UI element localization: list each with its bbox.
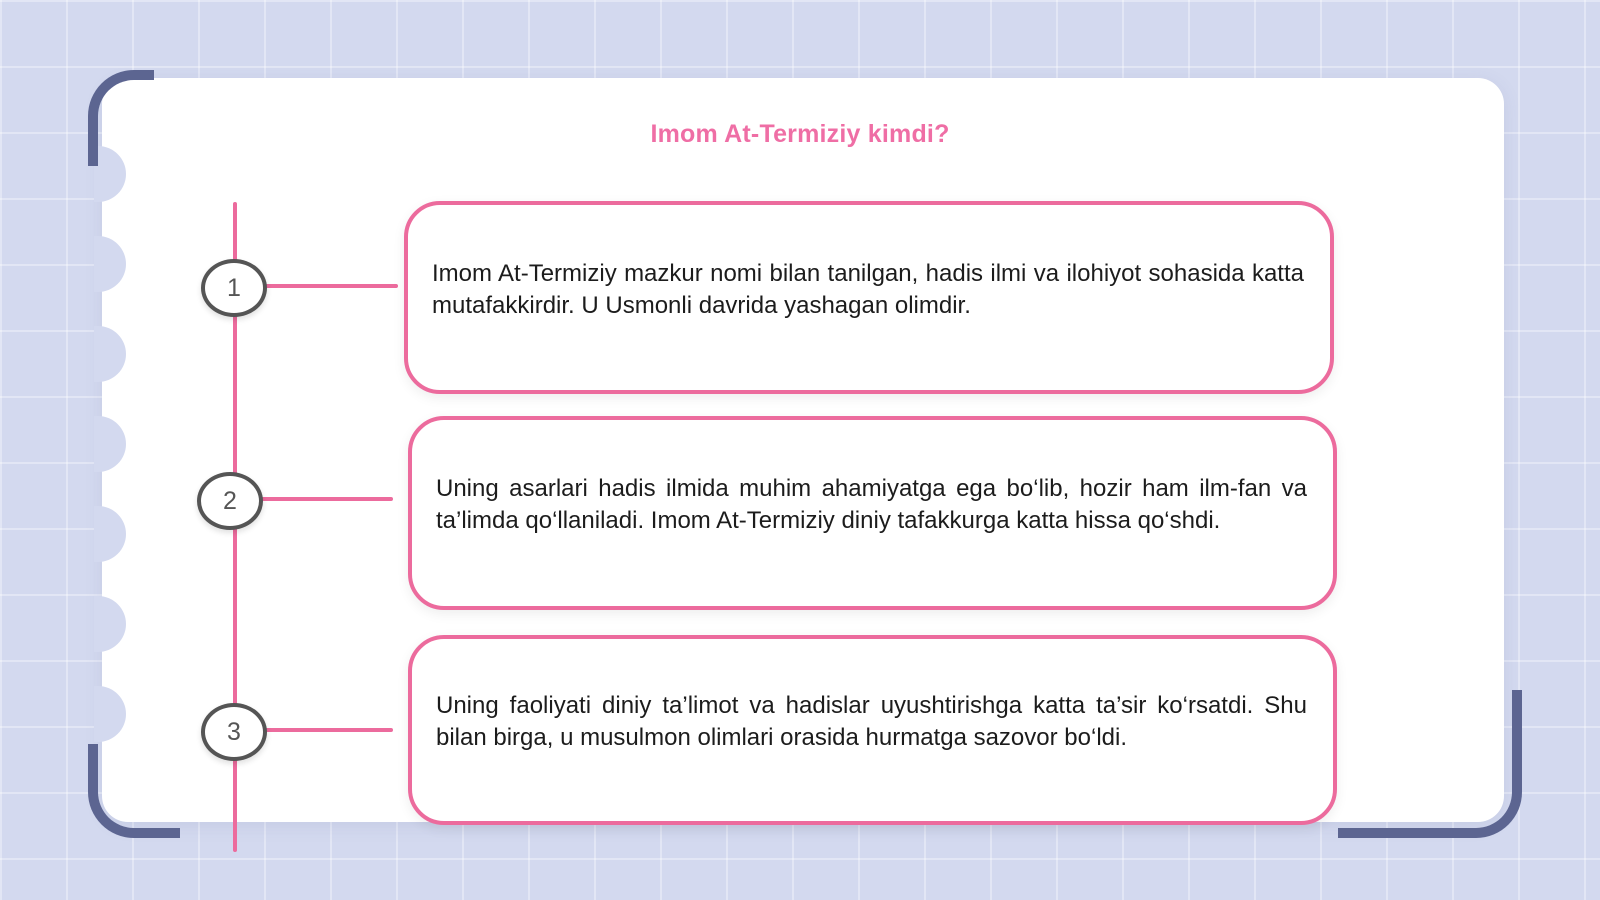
step-marker-3 bbox=[201, 703, 267, 761]
frame-corner-top-left bbox=[88, 70, 154, 166]
page-title: Imom At-Termiziy kimdi? bbox=[650, 120, 950, 148]
frame-corner-bottom-right bbox=[1338, 690, 1522, 838]
step-marker-1 bbox=[201, 259, 267, 317]
timeline-connector bbox=[258, 497, 393, 501]
info-card-text: Uning faoliyati diniy ta’limot va hadislar uyushtirishga katta ta’sir ko‘rsatdi. Shu bilan birga, u musulmon olimlari orasida hurmatga sazovor bo‘ldi. bbox=[436, 692, 1307, 751]
step-number: 2 bbox=[223, 486, 237, 515]
info-card-2 bbox=[408, 416, 1337, 610]
timeline-connector bbox=[262, 284, 398, 288]
frame-corner-bottom-left bbox=[88, 744, 180, 838]
step-marker-2 bbox=[197, 472, 263, 530]
info-card-1 bbox=[404, 201, 1334, 394]
info-card-text: Imom At-Termiziy mazkur nomi bilan tanilgan, hadis ilmi va ilohiyot sohasida katta mutafakkirdir. U Usmonli davrida yashagan olimdir. bbox=[432, 259, 1304, 319]
timeline-connector bbox=[262, 728, 393, 732]
info-card-text: Uning asarlari hadis ilmida muhim ahamiyatga ega bo‘lib, hozir ham ilm-fan va ta’limda qo‘llaniladi. Imom At-Termiziy diniy tafakkurga katta hissa qo‘shdi. bbox=[436, 475, 1307, 534]
step-number: 3 bbox=[227, 717, 241, 746]
info-card-3 bbox=[408, 635, 1337, 825]
step-number: 1 bbox=[227, 273, 241, 302]
